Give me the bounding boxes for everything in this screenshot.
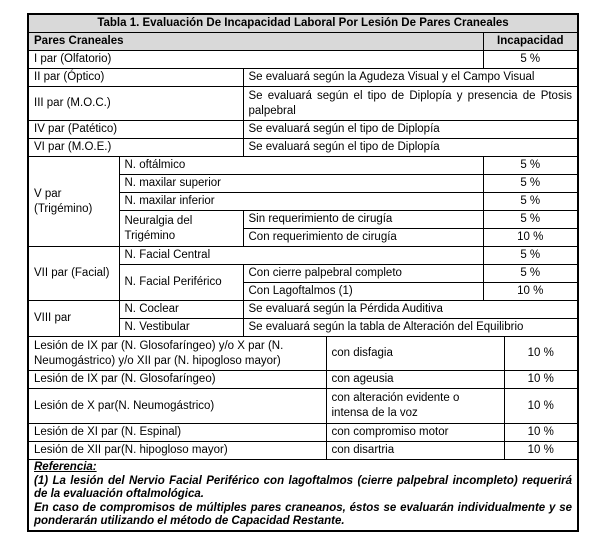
row-coclear-label: N. Coclear xyxy=(119,301,243,319)
row-viii-par-label: VIII par xyxy=(28,301,119,337)
row-facial-central-value: 5 % xyxy=(483,247,578,265)
row-neuralgia-trigemino-label: Neuralgia del Trigémino xyxy=(119,211,243,247)
row-lesion-ix-x-xii-value: 10 % xyxy=(504,337,578,371)
row-lesion-xii-condition: con disartria xyxy=(326,442,504,460)
row-facial-central-label: N. Facial Central xyxy=(119,247,483,265)
row-lesion-x-condition: con alteración evidente o intensa de la voz xyxy=(326,389,504,424)
row-lesion-ix-x-xii-label: Lesión de IX par (N. Glosofaríngeo) y/o X par (N. Neumogástrico) y/o XII par (N. hipogloso mayor) xyxy=(28,337,326,371)
row-iv-par-label: IV par (Patético) xyxy=(28,121,243,139)
row-ii-par-desc: Se evaluará según la Agudeza Visual y el Campo Visual xyxy=(243,69,578,87)
row-v-par-oftalmico-label: N. oftálmico xyxy=(119,157,483,175)
row-vii-par-label: VII par (Facial) xyxy=(28,247,119,301)
row-iii-par-label: III par (M.O.C.) xyxy=(28,87,243,121)
row-lesion-x-label: Lesión de X par(N. Neumogástrico) xyxy=(28,389,326,424)
row-neuralgia-sin-cirugia-label: Sin requerimiento de cirugía xyxy=(243,211,483,229)
row-i-par-label: I par (Olfatorio) xyxy=(28,51,483,69)
row-lesion-xii-value: 10 % xyxy=(504,442,578,460)
row-facial-periferico-label: N. Facial Periférico xyxy=(119,265,243,301)
row-cierre-palpebral-label: Con cierre palpebral completo xyxy=(243,265,483,283)
row-v-par-maxilar-inferior-label: N. maxilar inferior xyxy=(119,193,483,211)
row-v-par-maxilar-inferior-value: 5 % xyxy=(483,193,578,211)
reference-note-2: En caso de compromisos de múltiples pares craneanos, éstos se evaluarán individualmente y se ponderarán utilizando el método de Capacidad Restante. xyxy=(34,501,573,527)
reference-note-1: (1) La lesión del Nervio Facial Periférico con lagoftalmos (cierre palpebral incompleto) requerirá de la evaluación oftalmológica. xyxy=(34,474,573,500)
table-title: Tabla 1. Evaluación De Incapacidad Laboral Por Lesión De Pares Craneales xyxy=(28,14,578,33)
reference-label: Referencia: xyxy=(34,461,97,473)
row-v-par-maxilar-superior-label: N. maxilar superior xyxy=(119,175,483,193)
row-iv-par-desc: Se evaluará según el tipo de Diplopía xyxy=(243,121,578,139)
row-lesion-ix-x-xii-condition: con disfagia xyxy=(326,337,504,371)
row-v-par-maxilar-superior-value: 5 % xyxy=(483,175,578,193)
row-cierre-palpebral-value: 5 % xyxy=(483,265,578,283)
row-lesion-ix-label: Lesión de IX par (N. Glosofaríngeo) xyxy=(28,371,326,389)
row-v-par-oftalmico-value: 5 % xyxy=(483,157,578,175)
row-neuralgia-sin-cirugia-value: 5 % xyxy=(483,211,578,229)
row-lagoftalmos-label: Con Lagoftalmos (1) xyxy=(243,283,483,301)
row-lesion-xii-label: Lesión de XII par(N. hipogloso mayor) xyxy=(28,442,326,460)
row-neuralgia-con-cirugia-value: 10 % xyxy=(483,229,578,247)
row-vestibular-label: N. Vestibular xyxy=(119,319,243,337)
row-lesion-xi-value: 10 % xyxy=(504,424,578,442)
row-lesion-x-value: 10 % xyxy=(504,389,578,424)
row-iii-par-desc: Se evaluará según el tipo de Diplopía y presencia de Ptosis palpebral xyxy=(243,87,578,121)
row-coclear-desc: Se evaluará según la Pérdida Auditiva xyxy=(243,301,578,319)
disability-evaluation-table xyxy=(27,13,579,532)
column-header-incapacidad: Incapacidad xyxy=(483,33,578,51)
row-lesion-xi-condition: con compromiso motor xyxy=(326,424,504,442)
row-lesion-xi-label: Lesión de XI par (N. Espinal) xyxy=(28,424,326,442)
reference-footer xyxy=(28,460,578,531)
row-lagoftalmos-value: 10 % xyxy=(483,283,578,301)
row-vi-par-desc: Se evaluará según el tipo de Diplopía xyxy=(243,139,578,157)
row-neuralgia-con-cirugia-label: Con requerimiento de cirugía xyxy=(243,229,483,247)
row-ii-par-label: II par (Óptico) xyxy=(28,69,243,87)
row-lesion-ix-condition: con ageusia xyxy=(326,371,504,389)
row-vestibular-desc: Se evaluará según la tabla de Alteración del Equilibrio xyxy=(243,319,578,337)
row-i-par-value: 5 % xyxy=(483,51,578,69)
column-header-pares-craneales: Pares Craneales xyxy=(28,33,483,51)
row-vi-par-label: VI par (M.O.E.) xyxy=(28,139,243,157)
row-v-par-label: V par (Trigémino) xyxy=(28,157,119,247)
row-lesion-ix-value: 10 % xyxy=(504,371,578,389)
